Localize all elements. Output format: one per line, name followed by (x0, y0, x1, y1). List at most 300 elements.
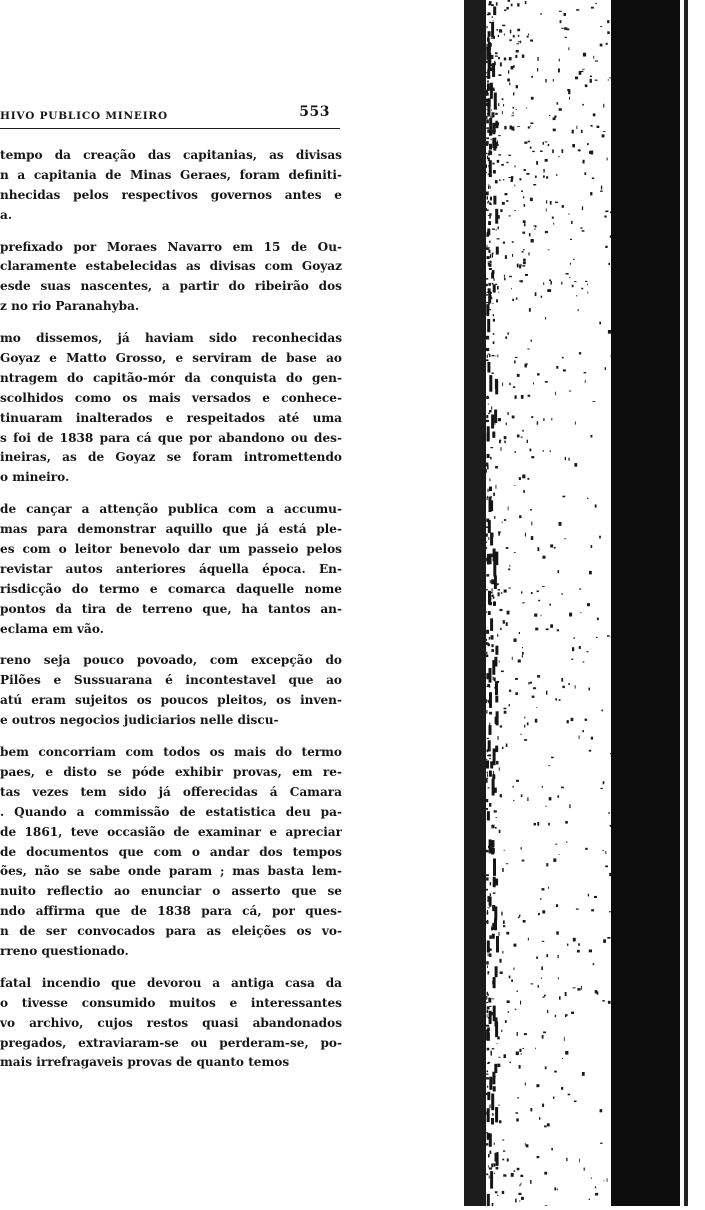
speckle-dot (530, 40, 533, 42)
text-line: scolhidos como os mais versados e conhece- (0, 389, 342, 409)
speckle-dot (587, 603, 590, 606)
speckle-dot (559, 854, 560, 855)
speckle-dot (551, 418, 552, 420)
text-line: pregados, extraviaram-se ou perderam-se, po- (0, 1034, 342, 1054)
speckle-dot (498, 135, 501, 136)
speckle-dot (561, 593, 562, 595)
speckle-streak (495, 209, 498, 224)
speckle-dot (504, 711, 507, 714)
text-line: bem concorriam com todos os mais do termo (0, 743, 342, 763)
speckle-dot (544, 1172, 547, 1175)
speckle-dot (502, 382, 503, 386)
speckle-dot (600, 191, 603, 192)
speckle-dot (498, 589, 500, 590)
speckle-streak (488, 740, 491, 751)
speckle-dot (501, 592, 503, 594)
speckle-dot (487, 256, 490, 259)
speckle-dot (535, 628, 538, 631)
speckle-dot (497, 583, 499, 585)
speckle-dot (486, 359, 489, 361)
speckle-dot (518, 41, 520, 42)
text-line: tempo da creação das capitanias, as divisas (0, 146, 342, 166)
speckle-dot (514, 944, 517, 947)
speckle-dot (492, 1113, 493, 1116)
speckle-dot (519, 178, 521, 180)
speckle-dot (589, 151, 591, 154)
speckle-dot (567, 720, 569, 723)
speckle-dot (504, 126, 506, 129)
speckle-streak (489, 375, 492, 392)
speckle-dot (486, 1077, 489, 1079)
speckle-dot (514, 210, 515, 211)
speckle-dot (521, 191, 523, 192)
speckle-streak (492, 905, 495, 911)
speckle-dot (502, 111, 503, 114)
speckle-dot (579, 71, 582, 75)
text-line: mo dissemos, já haviam sido reconhecidas (0, 329, 342, 349)
speckle-dot (487, 700, 488, 702)
speckle-dot (487, 738, 489, 739)
speckle-dot (556, 174, 557, 176)
speckle-dot (489, 637, 490, 639)
speckle-dot (493, 597, 495, 599)
speckle-dot (543, 1032, 546, 1034)
speckle-dot (570, 263, 571, 265)
speckle-streak (489, 1077, 492, 1090)
speckle-dot (493, 892, 496, 893)
speckle-dot (509, 383, 511, 385)
speckle-dot (571, 718, 574, 721)
text-line: pontos da tira de terreno que, ha tantos an- (0, 600, 342, 620)
speckle-dot (516, 109, 517, 110)
speckle-dot (486, 116, 487, 119)
speckle-dot (558, 955, 559, 958)
text-line: atú eram sujeitos os poucos pleitos, os inven- (0, 691, 342, 711)
speckle-dot (510, 126, 513, 130)
speckle-dot (519, 632, 520, 634)
speckle-dot (533, 382, 534, 384)
speckle-dot (503, 179, 504, 180)
speckle-dot (502, 1140, 504, 1141)
speckle-dot (497, 238, 500, 239)
speckle-dot (525, 1082, 526, 1085)
speckle-streak (487, 811, 490, 820)
speckle-dot (487, 1071, 489, 1073)
speckle-dot (498, 103, 499, 106)
speckle-dot (524, 204, 526, 207)
speckle-dot (568, 47, 569, 50)
speckle-dot (523, 249, 525, 250)
speckle-dot (553, 129, 556, 132)
speckle-dot (492, 355, 495, 356)
speckle-dot (501, 1030, 502, 1032)
speckle-dot (504, 9, 506, 11)
speckle-dot (549, 115, 550, 116)
speckle-dot (509, 588, 511, 589)
speckle-dot (486, 639, 487, 641)
speckle-dot (486, 799, 488, 802)
speckle-dot (512, 657, 513, 660)
text-line: de cançar a attenção publica com a accumu- (0, 500, 342, 520)
speckle-dot (488, 489, 489, 492)
speckle-dot (492, 163, 494, 165)
speckle-streak (486, 760, 489, 768)
speckle-dot (513, 67, 514, 68)
speckle-dot (503, 925, 505, 927)
speckle-dot (498, 531, 501, 533)
speckle-dot (498, 227, 499, 230)
speckle-dot (605, 211, 608, 213)
speckle-dot (555, 202, 558, 204)
speckle-dot (493, 279, 494, 281)
speckle-dot (509, 57, 512, 60)
speckle-dot (542, 910, 545, 913)
speckle-dot (525, 364, 527, 368)
speckle-dot (494, 423, 495, 424)
speckle-dot (496, 2, 498, 5)
speckle-dot (489, 241, 491, 243)
speckle-dot (528, 252, 529, 255)
speckle-dot (502, 747, 504, 749)
speckle-dot (562, 205, 564, 208)
speckle-dot (536, 1084, 539, 1087)
speckle-dot (503, 920, 505, 924)
speckle-streak (492, 112, 495, 117)
speckle-dot (528, 938, 529, 941)
speckle-dot (531, 416, 533, 418)
speckle-dot (486, 874, 489, 876)
speckle-dot (595, 60, 598, 61)
speckle-dot (487, 130, 489, 133)
speckle-dot (534, 614, 537, 617)
speckle-dot (569, 613, 572, 617)
speckle-dot (607, 635, 610, 636)
speckle-dot (500, 628, 501, 630)
speckle-streak (494, 918, 497, 930)
speckle-dot (487, 755, 489, 756)
speckle-streak (489, 897, 492, 906)
speckle-dot (607, 1178, 608, 1181)
speckle-dot (603, 1180, 604, 1181)
text-line: fatal incendio que devorou a antiga casa da (0, 974, 342, 994)
speckle-dot (493, 314, 494, 316)
speckle-dot (504, 850, 505, 851)
speckle-dot (510, 30, 512, 34)
speckle-dot (489, 354, 490, 357)
speckle-dot (552, 149, 554, 153)
speckle-streak (492, 774, 495, 779)
speckle-dot (546, 863, 548, 866)
speckle-dot (527, 478, 529, 480)
speckle-streak (495, 379, 498, 389)
speckle-dot (495, 1191, 498, 1193)
speckle-dot (504, 708, 507, 710)
speckle-dot (499, 179, 500, 181)
speckle-dot (537, 57, 538, 61)
speckle-streak (491, 22, 494, 38)
speckle-streak (486, 304, 489, 316)
speckle-dot (558, 68, 560, 72)
speckle-dot (546, 628, 549, 630)
speckle-dot (572, 144, 575, 147)
speckle-dot (593, 113, 596, 116)
speckle-dot (528, 395, 531, 397)
speckle-streak (491, 1118, 494, 1125)
speckle-dot (572, 130, 574, 134)
speckle-dot (529, 233, 531, 236)
speckle-dot (535, 292, 537, 296)
speckle-dot (544, 1126, 547, 1128)
speckle-dot (536, 957, 538, 959)
speckle-dot (521, 437, 523, 438)
speckle-dot (486, 630, 489, 634)
speckle-dot (605, 367, 606, 370)
speckle-streak (491, 415, 494, 429)
speckle-dot (522, 232, 525, 234)
speckle-dot (487, 80, 489, 82)
speckle-dot (486, 921, 488, 924)
speckle-dot (496, 229, 497, 230)
speckle-dot (488, 185, 490, 186)
speckle-dot (582, 1072, 585, 1076)
speckle-dot (494, 1173, 495, 1174)
speckle-dot (487, 966, 488, 968)
speckle-dot (523, 1048, 525, 1049)
speckle-dot (558, 570, 560, 573)
speckle-dot (585, 719, 588, 721)
speckle-dot (491, 592, 493, 594)
speckle-dot (486, 164, 487, 168)
speckle-dot (519, 915, 521, 917)
speckle-dot (522, 251, 524, 253)
speckle-dot (522, 652, 524, 655)
page-number: 553 (299, 104, 330, 120)
speckle-dot (489, 213, 491, 215)
speckle-dot (579, 1159, 580, 1163)
paragraph-gap (0, 226, 342, 238)
speckle-dot (498, 1105, 499, 1106)
speckle-streak (490, 500, 493, 511)
speckle-dot (603, 131, 606, 132)
speckle-dot (516, 43, 519, 44)
speckle-dot (589, 1199, 590, 1200)
speckle-dot (490, 882, 491, 885)
speckle-dot (487, 1048, 490, 1051)
speckle-dot (509, 690, 511, 692)
speckle-dot (558, 977, 559, 979)
speckle-dot (578, 150, 581, 152)
speckle-dot (535, 1048, 536, 1049)
speckle-dot (486, 1132, 488, 1133)
speckle-dot (542, 1104, 544, 1107)
speckle-streak (487, 1133, 490, 1140)
speckle-streak (487, 1092, 490, 1100)
speckle-dot (515, 357, 518, 358)
speckle-dot (569, 277, 570, 278)
speckle-dot (502, 25, 505, 27)
speckle-streak (496, 247, 499, 255)
speckle-dot (493, 771, 494, 775)
speckle-dot (486, 778, 488, 779)
speckle-dot (537, 547, 539, 551)
speckle-dot (514, 360, 516, 363)
speckle-dot (486, 710, 487, 714)
speckle-dot (527, 440, 528, 443)
speckle-dot (511, 288, 512, 289)
speckle-dot (541, 966, 543, 970)
speckle-dot (590, 76, 592, 77)
book-edge-line (684, 0, 688, 1206)
speckle-streak (487, 319, 490, 332)
speckle-dot (532, 151, 534, 152)
speckle-dot (495, 356, 496, 357)
text-line: mais irrefragaveis provas de quanto temos (0, 1053, 342, 1073)
speckle-dot (577, 988, 580, 991)
text-line: vo archivo, cujos restos quasi abandonados (0, 1014, 342, 1034)
speckle-dot (502, 951, 503, 954)
speckle-dot (486, 642, 489, 645)
speckle-dot (531, 340, 532, 342)
speckle-dot (493, 170, 496, 173)
speckle-dot (559, 11, 562, 12)
speckle-dot (486, 210, 489, 211)
speckle-dot (597, 618, 599, 621)
speckle-dot (512, 241, 514, 243)
speckle-dot (595, 1187, 596, 1189)
speckle-dot (516, 298, 518, 300)
speckle-dot (556, 904, 558, 907)
speckle-dot (488, 221, 491, 225)
speckle-dot (589, 750, 591, 752)
speckle-dot (504, 590, 507, 593)
speckle-dot (604, 216, 606, 218)
speckle-dot (565, 37, 567, 38)
speckle-dot (487, 26, 488, 29)
speckle-dot (550, 201, 552, 205)
speckle-dot (513, 968, 514, 970)
speckle-dot (521, 280, 523, 282)
speckle-dot (595, 80, 598, 81)
speckle-dot (497, 1043, 498, 1044)
speckle-dot (536, 707, 537, 708)
speckle-dot (511, 1173, 514, 1177)
speckle-dot (554, 1071, 557, 1073)
speckle-dot (546, 176, 548, 178)
speckle-dot (515, 1199, 517, 1203)
speckle-dot (492, 999, 495, 1000)
speckle-dot (561, 282, 562, 285)
speckle-dot (486, 699, 487, 703)
speckle-dot (531, 97, 534, 100)
speckle-dot (487, 774, 488, 777)
speckle-dot (525, 1, 527, 4)
speckle-dot (579, 589, 581, 590)
speckle-dot (516, 1052, 519, 1056)
speckle-dot (569, 391, 572, 392)
speckle-dot (531, 239, 534, 243)
speckle-streak (493, 196, 496, 205)
text-line: s foi de 1838 para cá que por abandono ou des- (0, 429, 342, 449)
speckle-dot (490, 457, 492, 460)
speckle-dot (557, 102, 559, 105)
speckle-dot (550, 624, 553, 628)
speckle-dot (583, 160, 585, 164)
speckle-streak (489, 771, 492, 777)
speckle-dot (501, 912, 502, 916)
speckle-dot (525, 533, 526, 537)
speckle-dot (600, 44, 603, 47)
running-header: HIVO PUBLICO MINEIRO (0, 110, 168, 122)
speckle-dot (500, 794, 502, 797)
speckle-dot (591, 545, 593, 548)
speckle-streak (493, 7, 496, 16)
speckle-dot (550, 604, 552, 606)
speckle-dot (486, 192, 489, 196)
speckle-dot (523, 220, 526, 223)
speckle-dot (530, 147, 532, 149)
speckle-streak (490, 83, 493, 99)
speckle-dot (486, 889, 488, 891)
speckle-dot (566, 1158, 567, 1161)
speckle-dot (531, 536, 534, 540)
speckle-dot (521, 794, 523, 797)
speckle-dot (588, 894, 589, 897)
speckle-dot (547, 1123, 550, 1126)
speckle-dot (496, 1167, 499, 1170)
text-line: n a capitania de Minas Geraes, foram definiti- (0, 166, 342, 186)
body-text (0, 146, 342, 1073)
speckle-dot (560, 20, 562, 23)
speckle-dot (486, 589, 487, 591)
speckle-dot (486, 92, 488, 94)
speckle-dot (585, 848, 588, 850)
speckle-dot (508, 0, 511, 2)
speckle-streak (489, 160, 492, 177)
speckle-dot (522, 265, 525, 266)
speckle-dot (582, 104, 584, 106)
speckle-dot (505, 336, 507, 339)
speckle-dot (593, 963, 595, 965)
speckle-dot (530, 123, 533, 125)
speckle-dot (589, 688, 591, 691)
speckle-dot (591, 1178, 592, 1179)
speckle-dot (600, 788, 603, 789)
speckle-dot (541, 615, 542, 616)
speckle-dot (568, 1094, 571, 1096)
speckle-dot (504, 441, 506, 444)
speckle-dot (498, 292, 499, 293)
speckle-dot (607, 20, 609, 23)
speckle-dot (524, 142, 527, 144)
speckle-dot (492, 254, 493, 258)
book-spine (611, 0, 680, 1206)
speckle-dot (493, 341, 495, 344)
speckle-dot (528, 126, 530, 128)
speckle-dot (509, 276, 512, 277)
paragraph-gap (0, 317, 342, 329)
speckle-dot (545, 79, 546, 82)
speckle-dot (522, 647, 523, 648)
speckle-dot (496, 299, 498, 302)
speckle-dot (553, 1097, 554, 1099)
speckle-streak (490, 533, 493, 546)
speckle-dot (489, 410, 492, 412)
speckle-dot (557, 629, 559, 631)
speckle-dot (548, 289, 551, 291)
speckle-dot (494, 1143, 495, 1145)
speckle-streak (489, 668, 492, 683)
speckle-dot (486, 547, 487, 549)
